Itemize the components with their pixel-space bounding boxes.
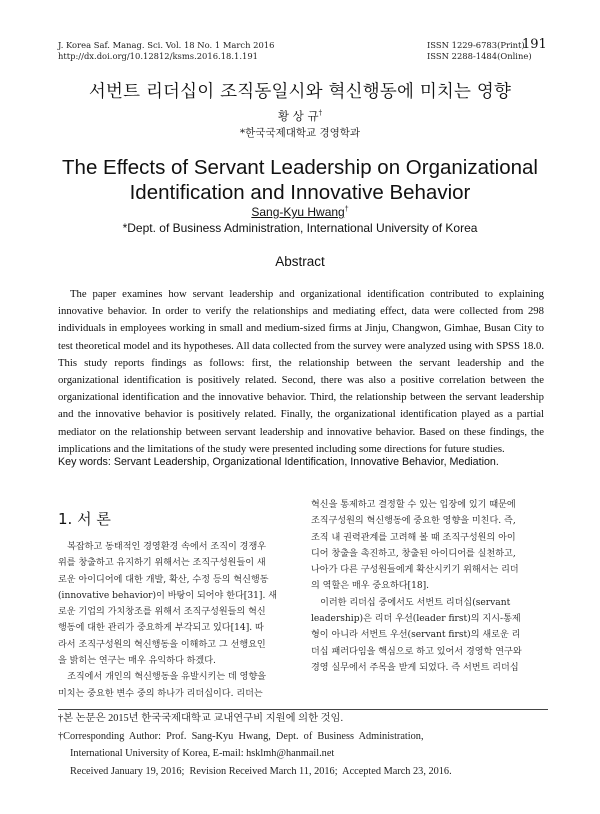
body-line: 이러한 리더십 중에서도 서번트 리더십(servant xyxy=(311,597,511,608)
body-line: 복잡하고 동태적인 경영환경 속에서 조직이 경쟁우 xyxy=(58,542,267,552)
english-title-line2: Identification and Innovative Behavior xyxy=(129,181,471,204)
body-line: 행동에 대한 관리가 중요하게 부각되고 있다[14]. 따 xyxy=(58,623,264,634)
section-heading: 1. 서 론 xyxy=(58,510,111,528)
issn-online: ISSN 2288-1484(Online) xyxy=(427,51,532,61)
korean-affiliation: *한국국제대학교 경영학과 xyxy=(239,127,361,139)
body-line: leadership)은 리더 우선(leader first)의 지시-통제 xyxy=(311,614,521,625)
body-line: 디어 창출을 촉진하고, 창출된 아이디어를 실천하고, xyxy=(311,548,516,559)
korean-author: 황 상 규† xyxy=(277,109,323,123)
body-line: 나아가 다른 구성원들에게 확산시키기 위해서는 리더 xyxy=(311,565,519,576)
english-affiliation: *Dept. of Business Administration, International University of Korea xyxy=(122,221,478,235)
english-author: Sang-Kyu Hwang† xyxy=(251,205,349,219)
body-line: 혁신을 통제하고 결정할 수 있는 입장에 있기 때문에 xyxy=(311,500,516,510)
footnote-funding: †본 논문은 2015년 한국국제대학교 교내연구비 지원에 의한 것임. xyxy=(58,713,344,724)
english-title-line1: The Effects of Servant Leadership on Organizational xyxy=(62,156,538,179)
abstract-body: The paper examines how servant leadership and organizational identification contributed to explaining innovative behavior. In order to verify the relationships and mediating effect, data were collected from 298 individuals in employees working in small and medium-sized firms at Jinju, Changwon, Gimhae, Busan City to test theoretical model and its hypotheses. All data collected from the survey were analyzed using with SPSS 18.0. This study reports findings as follows: first, the relationship between the servant leadership and the organizational identification is positively related. Second, there was also a positive correlation between the organizational identification and the innovative behavior. Third, the relationship between the servant leadership and the innovative behavior is positively related. Finally, the organizational identification played as a partial mediator on the relationship between servant leadership and innovative behavior. Based on these findings, the implications and the limitations of the study were presented including some directions for future studies. xyxy=(58,288,544,455)
keywords: Key words: Servant Leadership, Organizational Identification, Innovative Behavior, Mediation. xyxy=(58,456,499,468)
footnote-received-dates: Received January 19, 2016; Revision Received March 11, 2016; Accepted March 23, 2016. xyxy=(70,766,452,777)
body-line: 더십 패러다임을 핵심으로 하고 있어서 경영학 연구와 xyxy=(311,646,522,657)
korean-title: 서번트 리더십이 조직동일시와 혁신행동에 미치는 영향 xyxy=(88,82,512,102)
body-line: 위를 창출하고 유지하기 위해서는 조직구성원들이 새 xyxy=(58,558,266,569)
journal-citation: J. Korea Saf. Manag. Sci. Vol. 18 No. 1 March 2016 xyxy=(58,40,275,50)
body-line: 조직 내 권력관계를 고려해 볼 때 조직구성원의 아이 xyxy=(311,532,516,543)
footnote-corresponding-author: †Corresponding Author: Prof. Sang-Kyu Hwang, Dept. of Business Administration, xyxy=(58,731,424,742)
body-line: 조직에서 개인의 혁신행동을 유발시키는 데 영향을 xyxy=(58,672,267,683)
body-line: 로운 기업의 가치창조를 위해서 조직구성원들의 혁신 xyxy=(58,607,266,618)
footnote-corresponding-email: International University of Korea, E-mail: hsklmh@hanmail.net xyxy=(70,748,335,759)
body-left-column xyxy=(58,539,298,702)
abstract-heading: Abstract xyxy=(275,254,325,269)
issn-print: ISSN 1229-6783(Print) xyxy=(427,40,525,50)
body-line: (innovative behavior)이 바탕이 되어야 한다[31]. 새 xyxy=(58,590,278,601)
body-line: 미치는 중요한 변수 중의 하나가 리더십이다. 리더는 xyxy=(58,688,263,699)
footnote-divider xyxy=(58,709,548,710)
doi-link[interactable]: http://dx.doi.org/10.12812/ksms.2016.18.1.191 xyxy=(58,51,258,61)
body-line: 형이 아니라 서번트 우선(servant first)의 새로운 리 xyxy=(311,630,521,641)
body-line: 경영 실무에서 주목을 받게 되었다. 즉 서번트 리더십 xyxy=(311,662,519,673)
body-line: 라서 조직구성원의 혁신행동을 이해하고 그 선행요인 xyxy=(58,639,266,650)
body-right-column xyxy=(311,497,547,676)
body-line: 의 역할은 매우 중요하다[18]. xyxy=(311,581,430,592)
body-line: 조직구성원의 혁신행동에 중요한 영향을 미친다. 즉, xyxy=(311,516,516,527)
page-number: 191 xyxy=(522,37,547,52)
body-line: 로운 아이디어에 대한 개발, 확산, 수정 등의 혁신행동 xyxy=(58,574,269,585)
body-line: 을 밝히는 연구는 매우 유익하다 하겠다. xyxy=(58,656,216,667)
